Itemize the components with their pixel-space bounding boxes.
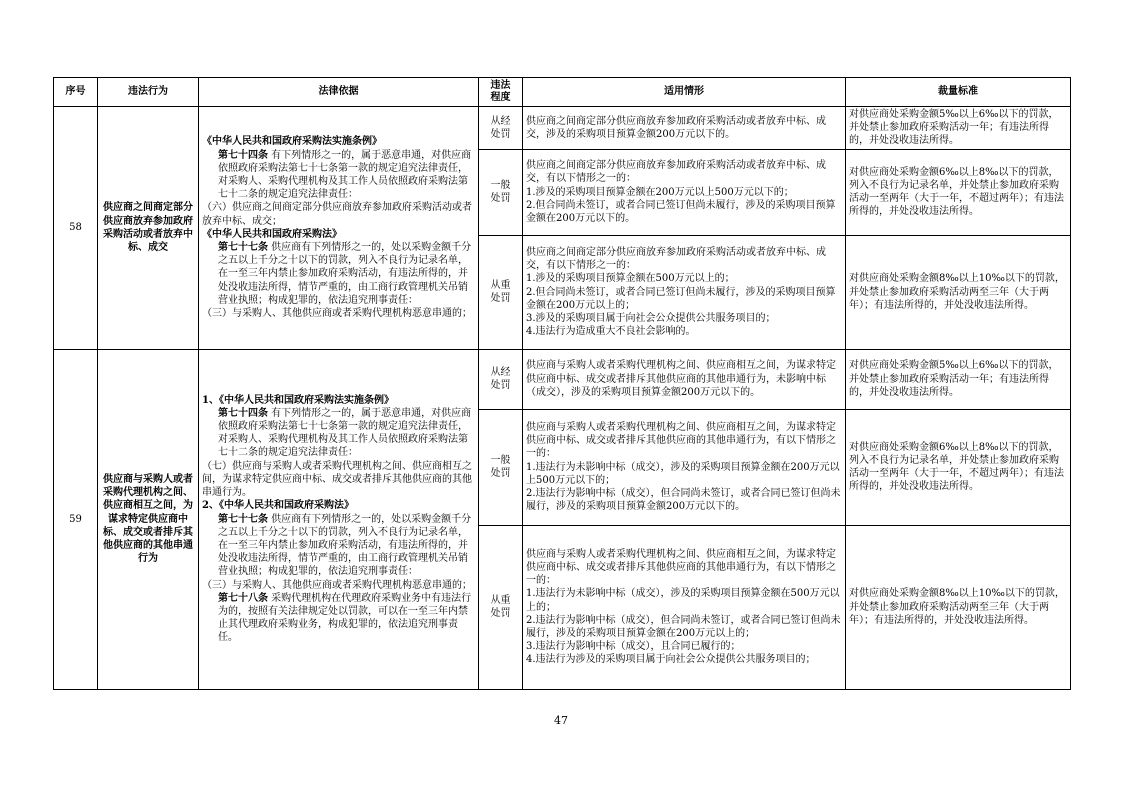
situation-line: 1.违法行为未影响中标（成交），涉及的采购项目预算金额在500万元以上的； <box>526 588 840 613</box>
article-label: 第七十八条 <box>218 592 268 604</box>
penalty-standard-table <box>53 77 1071 690</box>
law-title: 《中华人民共和国政府采购法实施条例》 <box>202 136 382 148</box>
situation-line: 1.涉及的采购项目预算金额在200万元以上500万元以下的； <box>526 186 794 198</box>
header-standard: 裁量标准 <box>846 78 1071 107</box>
header-situation: 适用情形 <box>523 78 846 107</box>
degree-cell <box>479 525 523 689</box>
standard-cell: 对供应商处采购金额5‰以上6‰以下的罚款，并处禁止参加政府采购活动一年；有违法所得的，并处没收违法所得。 <box>846 349 1071 409</box>
article-label: 第七十四条 <box>218 149 268 161</box>
article-label: 第七十七条 <box>218 242 268 253</box>
header-no: 序号 <box>54 78 98 107</box>
article-text: 有下列情形之一的，属于恶意串通，对供应商依照政府采购法第七十七条第一款的规定追究法律责任，对采购人、采购代理机构及其工作人员依照政府采购法第七十二条的规定追究法律责任： <box>218 149 472 201</box>
degree-cell <box>479 235 523 349</box>
situation-line: 2.违法行为影响中标（成交），但合同尚未签订，或者合同已签订但尚未履行，涉及的采购项目预算金额在200万元以上的； <box>526 614 841 639</box>
article-item: （六）供应商之间商定部分供应商放弃参加政府采购活动或者放弃中标、成交； <box>202 202 472 227</box>
situation-cell <box>523 525 846 689</box>
standard-cell: 对供应商处采购金额6‰以上8‰以下的罚款，列入不良行为记录名单，并处禁止参加政府采购活动一至两年（大于一年，不超过两年）；有违法所得的，并处没收违法所得。 <box>846 149 1071 235</box>
situation-line: 1.违法行为未影响中标（成交），涉及的采购项目预算金额在200万元以上500万元以下的； <box>526 461 840 486</box>
row-no: 58 <box>54 107 98 350</box>
article-item: （七）供应商与采购人或者采购代理机构之间、供应商相互之间，为谋求特定供应商中标、成交或者排斥其他供应商的其他串通行为。 <box>202 460 472 499</box>
degree-line: 处罚 <box>490 193 511 205</box>
row-no: 59 <box>54 349 98 689</box>
article-item: （三）与采购人、其他供应商或者采购代理机构恶意串通的； <box>202 579 472 591</box>
degree-cell <box>479 107 523 150</box>
situation-cell <box>523 409 846 525</box>
header-degree-line2: 程度 <box>490 92 511 103</box>
degree-line: 处罚 <box>490 608 511 620</box>
article-label: 第七十四条 <box>218 407 268 419</box>
law-title: 1、《中华人民共和国政府采购法实施条例》 <box>202 394 394 406</box>
situation-line: 4.违法行为造成重大不良社会影响的。 <box>526 326 696 338</box>
article-text: 采购代理机构在代理政府采购业务中有违法行为的，按照有关法律规定处以罚款，可以在一至三年内禁止其代理政府采购业务，构成犯罪的，依法追究刑事责任。 <box>218 592 472 644</box>
situation-cell <box>523 107 846 150</box>
standard-cell: 对供应商处采购金额5‰以上6‰以下的罚款，并处禁止参加政府采购活动一年；有违法所得的，并处没收违法所得。 <box>846 107 1071 150</box>
degree-cell <box>479 149 523 235</box>
standard-cell: 对供应商处采购金额8‰以上10‰以下的罚款，并处禁止参加政府采购活动两至三年（大于两年）；有违法所得的，并处没收违法所得。 <box>846 525 1071 689</box>
degree-line: 处罚 <box>490 293 511 305</box>
situation-line: 2.但合同尚未签订，或者合同已签订但尚未履行，涉及的采购项目预算金额在200万元以下的。 <box>526 199 836 224</box>
degree-cell <box>479 409 523 525</box>
degree-line: 处罚 <box>490 380 511 392</box>
standard-cell: 对供应商处采购金额6‰以上8‰以下的罚款，列入不良行为记录名单，并处禁止参加政府采购活动一至两年（大于一年，不超过两年）；有违法所得的，并处没收违法所得。 <box>846 409 1071 525</box>
situation-cell <box>523 349 846 409</box>
header-act: 违法行为 <box>98 78 199 107</box>
situation-line: 供应商之间商定部分供应商放弃参加政府采购活动或者放弃中标、成交，有以下情形之一的： <box>526 160 826 185</box>
situation-line: 2.但合同尚未签订，或者合同已签订但尚未履行，涉及的采购项目预算金额在200万元以上的； <box>526 286 836 311</box>
degree-line: 一般 <box>490 179 511 191</box>
degree-line: 处罚 <box>490 468 511 480</box>
degree-line: 从重 <box>490 594 511 606</box>
law-title: 2、《中华人民共和国政府采购法》 <box>202 500 354 512</box>
situation-cell <box>523 235 846 349</box>
header-degree <box>479 78 523 107</box>
situation-line: 供应商与采购人或者采购代理机构之间、供应商相互之间，为谋求特定供应商中标、成交或者排斥其他供应商的其他串通行为，有以下情形之一的： <box>526 548 836 587</box>
situation-line: 供应商之间商定部分供应商放弃参加政府采购活动或者放弃中标、成交，有以下情形之一的： <box>526 246 826 272</box>
page-number: 47 <box>554 714 568 727</box>
law-title: 《中华人民共和国政府采购法》 <box>202 228 342 240</box>
article-label: 第七十七条 <box>218 513 268 525</box>
situation-line: 3.涉及的采购项目属于向社会公众提供公共服务项目的； <box>526 312 776 324</box>
row-act: 供应商之间商定部分供应商放弃参加政府采购活动或者放弃中标、成交 <box>98 107 199 350</box>
row-act: 供应商与采购人或者采购代理机构之间、供应商相互之间，为谋求特定供应商中标、成交或者排斥其他供应商的其他串通行为 <box>98 349 199 689</box>
situation-line: 供应商与采购人或者采购代理机构之间、供应商相互之间，为谋求特定供应商中标、成交或者排斥其他供应商的其他串通行为，未影响中标（成交），涉及的采购项目预算金额200万元以下的。 <box>526 360 836 398</box>
article-item: （三）与采购人、其他供应商或者采购代理机构恶意串通的； <box>202 308 472 320</box>
degree-cell <box>479 349 523 409</box>
degree-line: 从重 <box>490 279 511 291</box>
table-row <box>54 107 1071 150</box>
situation-line: 2.违法行为影响中标（成交），但合同尚未签订，或者合同已签订但尚未履行，涉及的采购项目预算金额200万元以下的。 <box>526 487 841 513</box>
degree-line: 从经 <box>490 115 511 127</box>
situation-line: 1.涉及的采购项目预算金额在500万元以上的； <box>526 273 735 285</box>
degree-line: 一般 <box>490 454 511 466</box>
situation-line: 供应商与采购人或者采购代理机构之间、供应商相互之间，为谋求特定供应商中标、成交或者排斥其他供应商的其他串通行为，有以下情形之一的： <box>526 421 836 460</box>
degree-line: 处罚 <box>490 128 511 140</box>
situation-line: 4.违法行为涉及的采购项目属于向社会公众提供公共服务项目的； <box>526 654 816 666</box>
table-header-row <box>54 78 1071 107</box>
article-text: 供应商有下列情形之一的，处以采购金额千分之五以上千分之十以下的罚款，列入不良行为记录名单，在一至三年内禁止参加政府采购活动，有违法所得的，并处没收违法所得，情节严重的，由工商行政管理机关吊销营业执照；构成犯罪的，依法追究刑事责任： <box>218 242 472 306</box>
situation-cell <box>523 149 846 235</box>
article-text: 有下列情形之一的，属于恶意串通，对供应商依照政府采购法第七十七条第一款的规定追究法律责任，对采购人、采购代理机构及其工作人员依照政府采购法第七十二条的规定追究法律责任： <box>218 407 472 459</box>
situation-line: 供应商之间商定部分供应商放弃参加政府采购活动或者放弃中标、成交，涉及的采购项目预算金额200万元以下的。 <box>526 115 826 140</box>
article-text: 供应商有下列情形之一的，处以采购金额千分之五以上千分之十以下的罚款，列入不良行为记录名单，在一至三年内禁止参加政府采购活动，有违法所得的，并处没收违法所得，情节严重的，由工商行政管理机关吊销营业执照；构成犯罪的，依法追究刑事责任： <box>218 513 472 578</box>
degree-line: 从经 <box>490 366 511 378</box>
situation-line: 3.违法行为影响中标（成交），且合同已履行的； <box>526 641 741 653</box>
standard-cell: 对供应商处采购金额8‰以上10‰以下的罚款，并处禁止参加政府采购活动两至三年（大于两年）；有违法所得的，并处没收违法所得。 <box>846 235 1071 349</box>
header-degree-line1: 违法 <box>490 80 511 91</box>
header-law: 法律依据 <box>199 78 479 107</box>
row-law <box>199 349 479 689</box>
row-law <box>199 107 479 350</box>
table-row <box>54 349 1071 409</box>
